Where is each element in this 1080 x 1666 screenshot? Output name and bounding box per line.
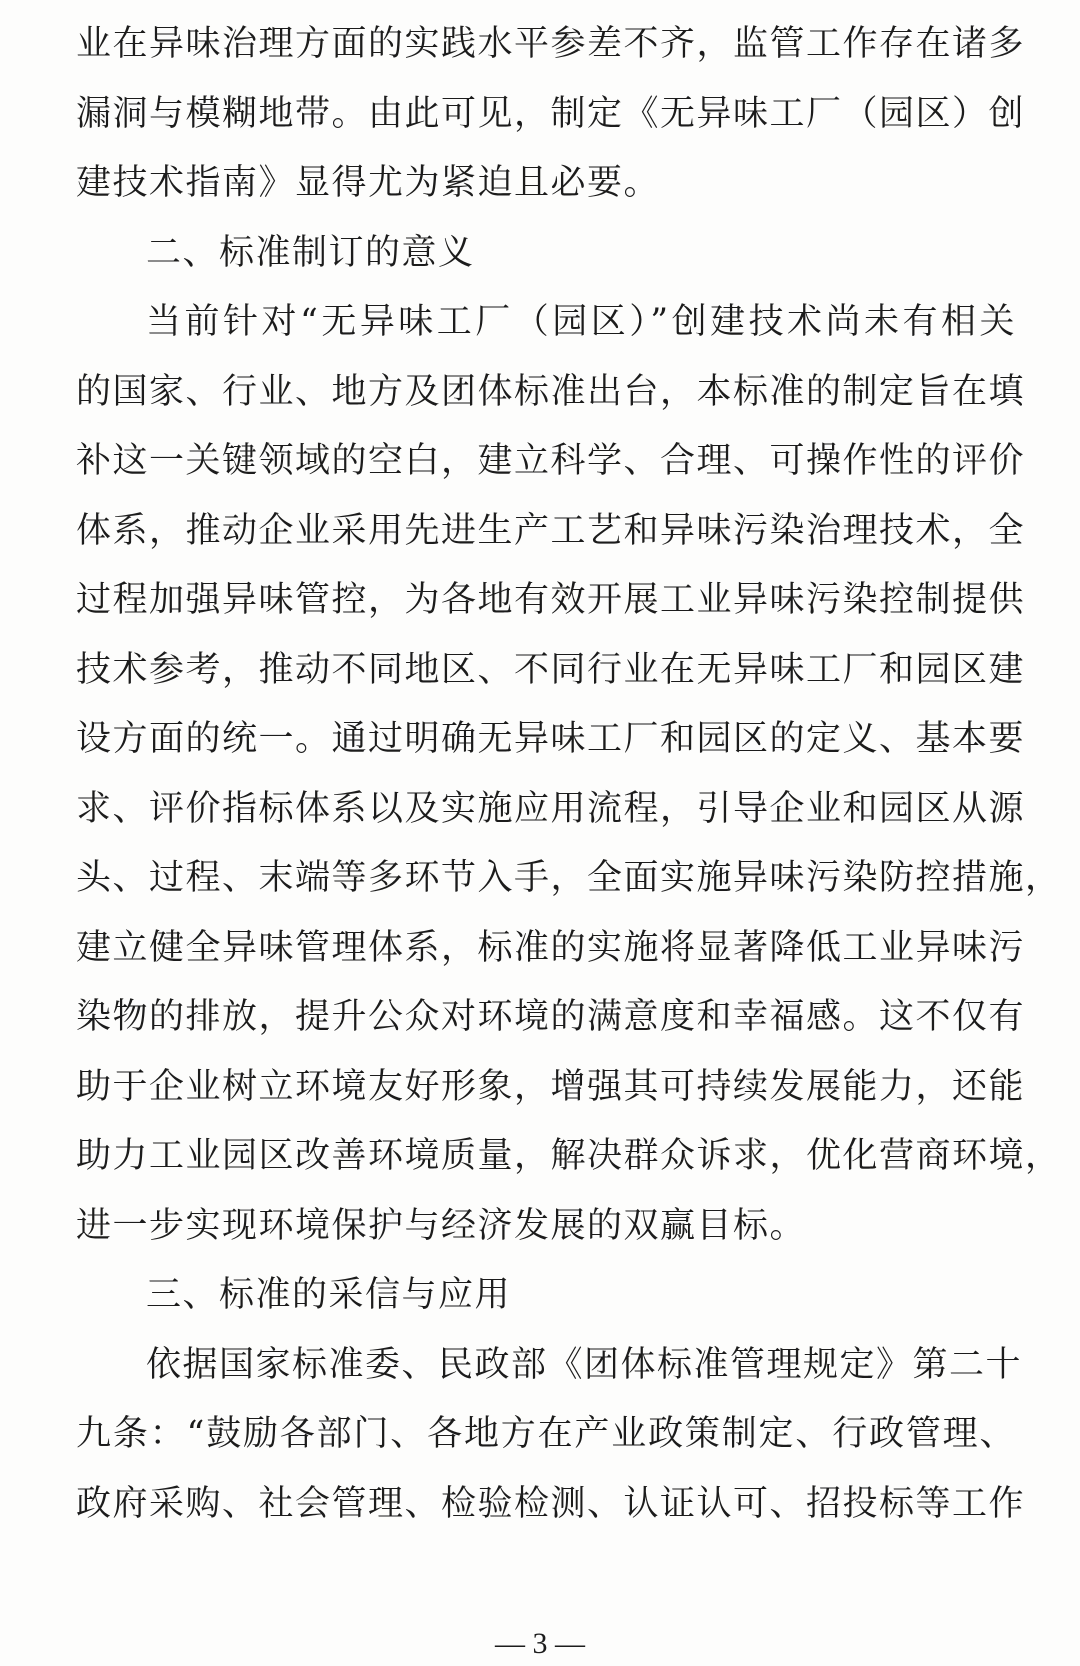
text-line: 建技术指南》显得尤为紧迫且必要。 — [76, 163, 661, 203]
document-body — [76, 10, 1062, 1539]
text-line: 求、评价指标体系以及实施应用流程，引导企业和园区从源 — [76, 788, 1026, 829]
text-line: 的国家、行业、地方及团体标准出台，本标准的制定旨在填 — [76, 371, 1026, 412]
text-line: 染物的排放，提升公众对环境的满意度和幸福感。这不仅有 — [76, 997, 1026, 1037]
paragraph-first-line: 依据国家标准委、民政部《团体标准管理规定》第二十 — [146, 1344, 1023, 1385]
text-line: 建立健全异味管理体系，标准的实施将显著降低工业异味污 — [76, 927, 1026, 968]
paragraph-first-line: 当前针对“无异味工厂（园区）”创建技术尚未有相关 — [146, 302, 1016, 342]
text-line: 漏洞与模糊地带。由此可见，制定《无异味工厂（园区）创 — [76, 93, 1026, 134]
text-line: 过程加强异味管控，为各地有效开展工业异味污染控制提供 — [76, 580, 1026, 620]
text-line: 技术参考，推动不同地区、不同行业在无异味工厂和园区建 — [76, 649, 1026, 690]
section-heading-significance: 二、标准制订的意义 — [146, 232, 475, 273]
text-line: 政府采购、社会管理、检验检测、认证认可、招投标等工作 — [76, 1483, 1026, 1524]
text-line: 设方面的统一。通过明确无异味工厂和园区的定义、基本要 — [76, 719, 1026, 759]
text-line: 助于企业树立环境友好形象，增强其可持续发展能力，还能 — [76, 1066, 1026, 1107]
text-line: 进一步实现环境保护与经济发展的双赢目标。 — [76, 1205, 807, 1246]
text-line: 头、过程、末端等多环节入手，全面实施异味污染防控措施， — [76, 858, 1062, 898]
text-line: 业在异味治理方面的实践水平参差不齐，监管工作存在诸多 — [76, 24, 1026, 64]
text-line: 补这一关键领域的空白，建立科学、合理、可操作性的评价 — [76, 441, 1026, 481]
text-line: 体系，推动企业采用先进生产工艺和异味污染治理技术，全 — [76, 510, 1026, 551]
section-heading-adoption: 三、标准的采信与应用 — [146, 1275, 512, 1315]
text-line: 助力工业园区改善环境质量，解决群众诉求，优化营商环境， — [76, 1136, 1062, 1176]
text-line: 九条：“鼓励各部门、各地方在产业政策制定、行政管理、 — [76, 1414, 1016, 1454]
page-number: — 3 — — [495, 1627, 585, 1660]
